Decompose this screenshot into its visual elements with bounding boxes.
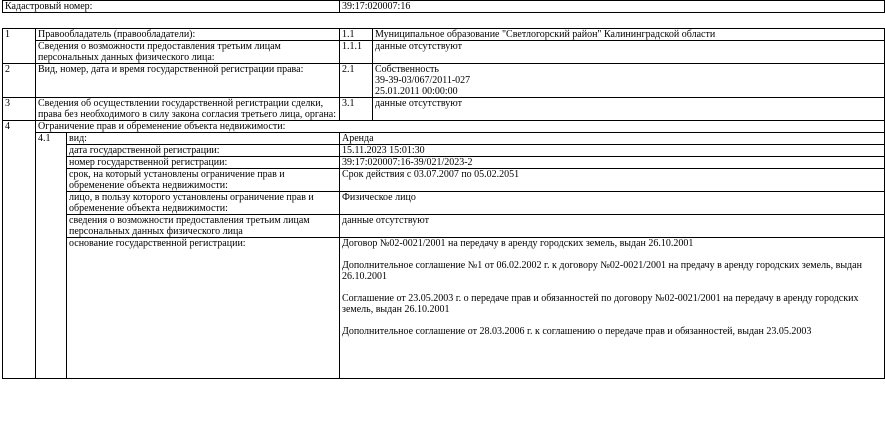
term-label: срок, на который установлены ограничение прав и обременение объекта недвижимости: <box>67 169 340 192</box>
basis-document: Договор №02-0021/2001 на передачу в аренду городских земель, выдан 26.10.2001 <box>342 238 694 249</box>
holder-value: Муниципальное образование "Светлогорский район" Калининградской области <box>373 29 885 41</box>
section-number: 2 <box>3 64 36 98</box>
reg-number-label: номер государственной регистрации: <box>67 157 340 169</box>
encumbrance-subnumber: 4.1 <box>36 133 67 379</box>
basis-document: Соглашение от 23.05.2003 г. о передаче прав и обязанностей по договору №02-0021/2001 на передачу в аренду городских земель, выдан 26.10.2001 <box>342 293 859 315</box>
row-basis <box>3 238 885 379</box>
personal-data-label: Сведения о возможности предоставления третьим лицам персональных данных физического лица: <box>36 41 340 64</box>
right-kind: Собственность <box>375 64 439 75</box>
cadastral-value: 39:17:020007:16 <box>340 1 885 13</box>
holder-label: Правообладатель (правообладатели): <box>36 29 340 41</box>
row-term <box>3 169 885 192</box>
basis-label: основание государственной регистрации: <box>67 238 340 379</box>
row-holder <box>3 29 885 41</box>
reg-date-label: дата государственной регистрации: <box>67 145 340 157</box>
row-right-registration <box>3 64 885 98</box>
basis-document: Дополнительное соглашение №1 от 06.02.2002 г. к договору №02-0021/2001 на предачу в аренду городских земель, выдан 26.10.2001 <box>342 260 862 282</box>
row-reg-number <box>3 157 885 169</box>
right-registration-label: Вид, номер, дата и время государственной регистрации права: <box>36 64 340 98</box>
beneficiary-label: лицо, в пользу которого установлены ограничение прав и обременение объекта недвижимости: <box>67 192 340 215</box>
deal-registration-value: данные отсутствуют <box>373 98 885 121</box>
cadastral-row <box>3 1 885 13</box>
third-party-data-label: сведения о возможности предоставления третьим лицам персональных данных физического лица <box>67 215 340 238</box>
right-datetime: 25.01.2011 00:00:00 <box>375 86 458 97</box>
row-reg-date <box>3 145 885 157</box>
encumbrance-label: Ограничение прав и обременение объекта недвижимости: <box>36 121 885 133</box>
row-deal-registration <box>3 98 885 121</box>
section-number: 3 <box>3 98 36 121</box>
holder-code: 1.1 <box>340 29 373 41</box>
third-party-data-value: данные отсутствуют <box>340 215 885 238</box>
right-registration-code: 2.1 <box>340 64 373 98</box>
row-personal-data <box>3 41 885 64</box>
deal-registration-code: 3.1 <box>340 98 373 121</box>
term-value: Срок действия с 03.07.2007 по 05.02.2051 <box>340 169 885 192</box>
personal-data-value: данные отсутствуют <box>373 41 885 64</box>
row-encumbrance-header <box>3 121 885 133</box>
reg-date-value: 15.11.2023 15:01:30 <box>340 145 885 157</box>
basis-value <box>340 238 885 379</box>
row-beneficiary <box>3 192 885 215</box>
registry-table <box>2 28 885 379</box>
kind-label: вид: <box>67 133 340 145</box>
deal-registration-label: Сведения об осуществлении государственной регистрации сделки, права без необходимого в силу закона согласия третьего лица, органа: <box>36 98 340 121</box>
row-third-party-data <box>3 215 885 238</box>
right-number: 39-39-03/067/2011-027 <box>375 75 471 86</box>
section-number: 4 <box>3 121 36 379</box>
section-number: 1 <box>3 29 36 64</box>
basis-document: Дополнительное соглашение от 28.03.2006 г. к соглашению о передаче прав и обязанностей, выдан 23.05.2003 <box>342 326 812 337</box>
cadastral-label: Кадастровый номер: <box>3 1 340 13</box>
personal-data-code: 1.1.1 <box>340 41 373 64</box>
beneficiary-value: Физическое лицо <box>340 192 885 215</box>
cadastral-number-table <box>2 0 885 13</box>
reg-number-value: 39:17:020007:16-39/021/2023-2 <box>340 157 885 169</box>
kind-value: Аренда <box>340 133 885 145</box>
right-registration-value <box>373 64 885 98</box>
row-kind <box>3 133 885 145</box>
